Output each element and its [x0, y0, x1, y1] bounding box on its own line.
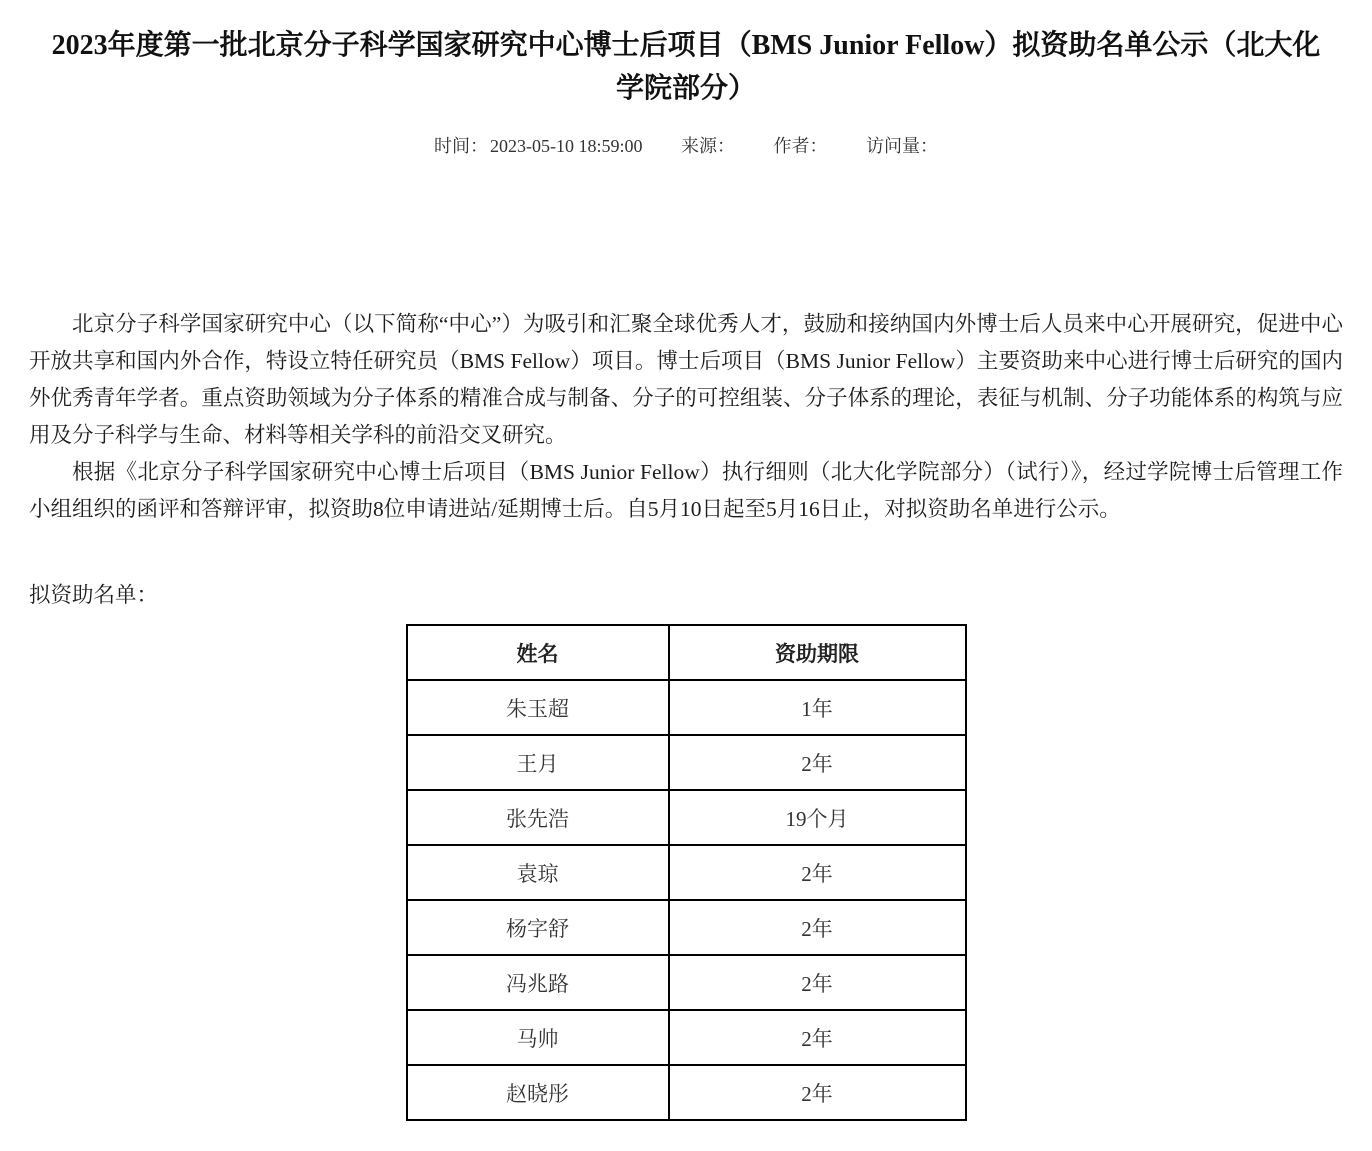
name-cell: 杨字舒 — [407, 900, 669, 955]
article-meta — [29, 132, 1343, 158]
time-value: 2023-05-10 18:59:00 — [490, 136, 643, 156]
author-label: 作者： — [773, 136, 828, 156]
name-cell: 朱玉超 — [407, 680, 669, 735]
paragraph-decision: 根据《北京分子科学国家研究中心博士后项目（BMS Junior Fellow）执行细则（北大化学院部分）（试行）》，经过学院博士后管理工作小组组织的函评和答辩评审，拟资助8位申请进站/延期博士后。自5月10日起至5月16日止，对拟资助名单进行公示。 — [29, 460, 1343, 521]
duration-cell: 2年 — [669, 900, 966, 955]
table-row — [407, 955, 966, 1010]
duration-cell: 2年 — [669, 735, 966, 790]
table-row — [407, 680, 966, 735]
duration-cell: 2年 — [669, 1010, 966, 1065]
name-header: 姓名 — [407, 625, 669, 680]
time-label: 时间： — [434, 136, 488, 156]
duration-cell: 2年 — [669, 845, 966, 900]
name-cell: 马帅 — [407, 1010, 669, 1065]
list-label: 拟资助名单： — [29, 583, 159, 607]
grant-table-body — [407, 680, 966, 1120]
name-cell: 张先浩 — [407, 790, 669, 845]
table-header-row — [407, 625, 966, 680]
name-cell: 袁琼 — [407, 845, 669, 900]
name-cell: 冯兆路 — [407, 955, 669, 1010]
duration-cell: 19个月 — [669, 790, 966, 845]
duration-cell: 2年 — [669, 1065, 966, 1120]
paragraph-intro: 北京分子科学国家研究中心（以下简称“中心”）为吸引和汇聚全球优秀人才，鼓励和接纳国内外博士后人员来中心开展研究，促进中心开放共享和国内外合作，特设立特任研究员（BMS Fellow）项目。博士后项目（BMS Junior Fellow）主要资助来中心进行博士后研究的国内外优秀青年学者。重点资助领域为分子体系的精准合成与制备、分子的可控组装、分子体系的理论，表征与机制、分子功能体系的构筑与应用及分子科学与生命、材料等相关学科的前沿交叉研究。 — [29, 312, 1343, 447]
table-row — [407, 1010, 966, 1065]
table-row — [407, 900, 966, 955]
table-row — [407, 845, 966, 900]
views-label: 访问量： — [866, 136, 938, 156]
grant-table — [406, 624, 967, 1121]
page-title: 2023年度第一批北京分子科学国家研究中心博士后项目（BMS Junior Fellow）拟资助名单公示（北大化学院部分） — [51, 30, 1321, 104]
table-row — [407, 735, 966, 790]
body-text — [29, 306, 1343, 528]
duration-cell: 1年 — [669, 680, 966, 735]
table-row — [407, 1065, 966, 1120]
name-cell: 赵晓彤 — [407, 1065, 669, 1120]
name-cell: 王月 — [407, 735, 669, 790]
duration-cell: 2年 — [669, 955, 966, 1010]
source-label: 来源： — [681, 136, 735, 156]
table-row — [407, 790, 966, 845]
duration-header: 资助期限 — [669, 625, 966, 680]
